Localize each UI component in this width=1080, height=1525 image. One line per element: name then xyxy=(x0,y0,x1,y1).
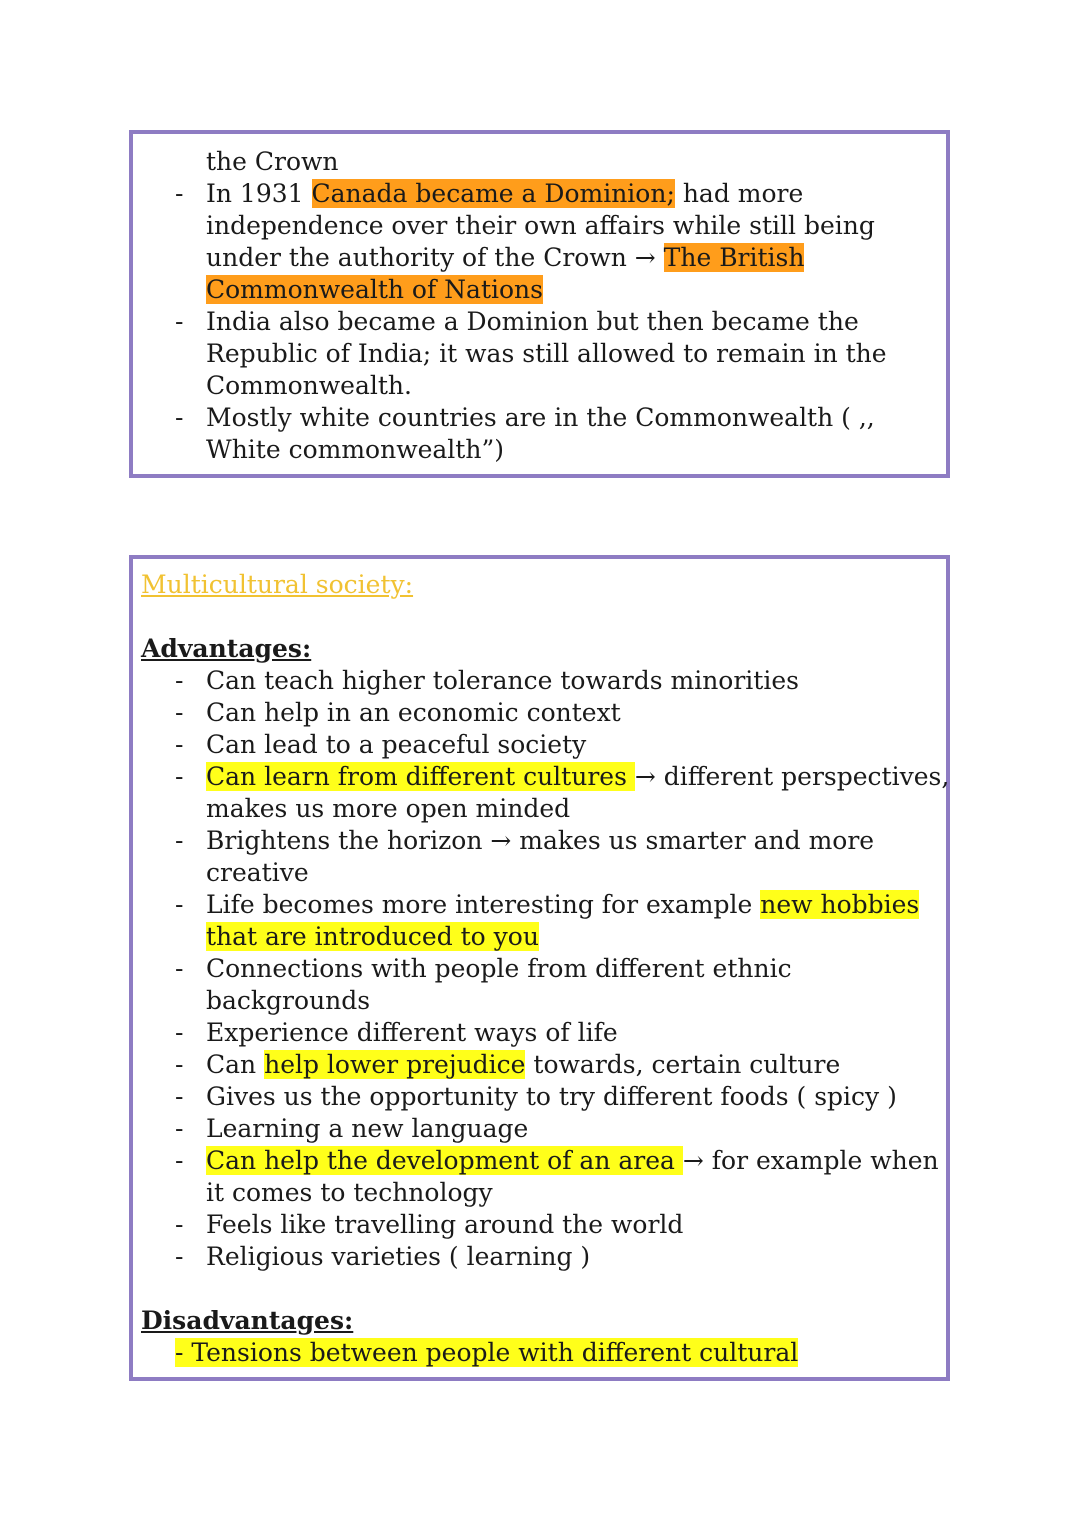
text-segment: it comes to technology xyxy=(206,1178,493,1207)
list-item xyxy=(133,1177,946,1209)
text-segment: Tensions between people with different cultural xyxy=(183,1338,799,1367)
text-segment: the Crown xyxy=(206,147,339,176)
bullet-dash: - xyxy=(175,666,184,695)
text-segment: → different perspectives, xyxy=(634,762,950,791)
text-segment: White commonwealth”) xyxy=(206,435,504,464)
commonwealth-notes-content xyxy=(133,146,946,466)
advantages-heading: Advantages: xyxy=(141,634,312,663)
bullet-dash: - xyxy=(175,1018,184,1047)
list-item xyxy=(133,242,946,274)
multicultural-society-box xyxy=(129,555,950,1381)
list-item xyxy=(133,338,946,370)
list-item xyxy=(133,985,946,1017)
list-item xyxy=(133,402,946,434)
list-item xyxy=(133,210,946,242)
spacer xyxy=(133,1273,946,1305)
text-segment: Can teach higher tolerance towards minorities xyxy=(206,666,799,695)
list-item xyxy=(133,1241,946,1273)
list-item xyxy=(133,434,946,466)
text-segment: Religious varieties ( learning ) xyxy=(206,1242,591,1271)
highlighted-text: Can help the development of an area xyxy=(206,1146,683,1175)
section-title: Multicultural society: xyxy=(141,570,414,599)
text-segment: Commonwealth. xyxy=(206,371,412,400)
text-segment: → for example when xyxy=(682,1146,939,1175)
text-segment: In 1931 xyxy=(206,179,312,208)
text-segment: backgrounds xyxy=(206,986,371,1015)
text-segment: Can xyxy=(206,1050,265,1079)
bullet-dash: - xyxy=(175,1210,184,1239)
list-item xyxy=(133,729,946,761)
list-item xyxy=(133,1081,946,1113)
text-segment: Brightens the horizon → makes us smarter and more xyxy=(206,826,875,855)
text-segment: towards, certain culture xyxy=(525,1050,841,1079)
highlighted-text: that are introduced to you xyxy=(206,922,539,951)
bullet-dash: - xyxy=(175,1114,184,1143)
highlighted-text: Commonwealth of Nations xyxy=(206,275,543,304)
list-item xyxy=(133,697,946,729)
list-item xyxy=(133,761,950,793)
disadvantages-list xyxy=(133,1337,946,1369)
text-segment: under the authority of the Crown → xyxy=(206,243,664,272)
text-segment: Mostly white countries are in the Commonwealth ( ,, xyxy=(206,403,875,432)
bullet-dash: - xyxy=(175,307,184,336)
text-segment: India also became a Dominion but then became the xyxy=(206,307,859,336)
text-segment: had more xyxy=(674,179,804,208)
bullet-dash: - xyxy=(175,1050,184,1079)
highlighted-text xyxy=(175,1338,798,1367)
text-segment: Connections with people from different ethnic xyxy=(206,954,792,983)
multicultural-society-content xyxy=(133,569,950,1369)
highlighted-text: new hobbies xyxy=(760,890,920,919)
text-segment: creative xyxy=(206,858,309,887)
text-segment: Feels like travelling around the world xyxy=(206,1210,684,1239)
highlighted-text: Canada became a Dominion; xyxy=(311,179,675,208)
list-item xyxy=(133,953,946,985)
highlighted-text: help lower prejudice xyxy=(264,1050,526,1079)
list-item xyxy=(133,370,946,402)
bullet-dash: - xyxy=(175,1338,184,1367)
list-item xyxy=(133,889,946,921)
commonwealth-notes-box xyxy=(129,130,950,478)
disadvantages-heading: Disadvantages: xyxy=(141,1306,354,1335)
list-item xyxy=(133,1145,946,1177)
list-item xyxy=(133,793,946,825)
bullet-dash: - xyxy=(175,1082,184,1111)
bullet-dash: - xyxy=(175,826,184,855)
list-item xyxy=(133,1113,946,1145)
list-item xyxy=(133,665,946,697)
list-item xyxy=(133,146,946,178)
bullet-dash: - xyxy=(175,1242,184,1271)
highlighted-text: Can learn from different cultures xyxy=(206,762,635,791)
bullet-dash: - xyxy=(175,762,184,791)
bullet-dash: - xyxy=(175,1146,184,1175)
list-item xyxy=(133,825,946,857)
list-item xyxy=(133,1049,946,1081)
text-segment: Life becomes more interesting for example xyxy=(206,890,761,919)
text-segment: Experience different ways of life xyxy=(206,1018,618,1047)
bullet-dash: - xyxy=(175,954,184,983)
bullet-dash: - xyxy=(175,403,184,432)
bullet-dash: - xyxy=(175,890,184,919)
list-item xyxy=(133,921,946,953)
text-segment: Learning a new language xyxy=(206,1114,529,1143)
list-item xyxy=(175,1337,946,1369)
text-segment: Can help in an economic context xyxy=(206,698,621,727)
text-segment: Republic of India; it was still allowed to remain in the xyxy=(206,339,887,368)
bullet-dash: - xyxy=(175,698,184,727)
bullet-dash: - xyxy=(175,730,184,759)
list-item xyxy=(133,178,946,210)
bullet-dash: - xyxy=(175,179,184,208)
text-segment: Gives us the opportunity to try different foods ( spicy ) xyxy=(206,1082,897,1111)
list-item xyxy=(133,1017,946,1049)
advantages-list xyxy=(133,665,950,1273)
text-segment: makes us more open minded xyxy=(206,794,571,823)
text-segment: independence over their own affairs while still being xyxy=(206,211,875,240)
list-item xyxy=(133,274,946,306)
highlighted-text: The British xyxy=(663,243,805,272)
list-item xyxy=(133,857,946,889)
text-segment: Can lead to a peaceful society xyxy=(206,730,587,759)
list-item xyxy=(133,1209,946,1241)
list-item xyxy=(133,306,946,338)
